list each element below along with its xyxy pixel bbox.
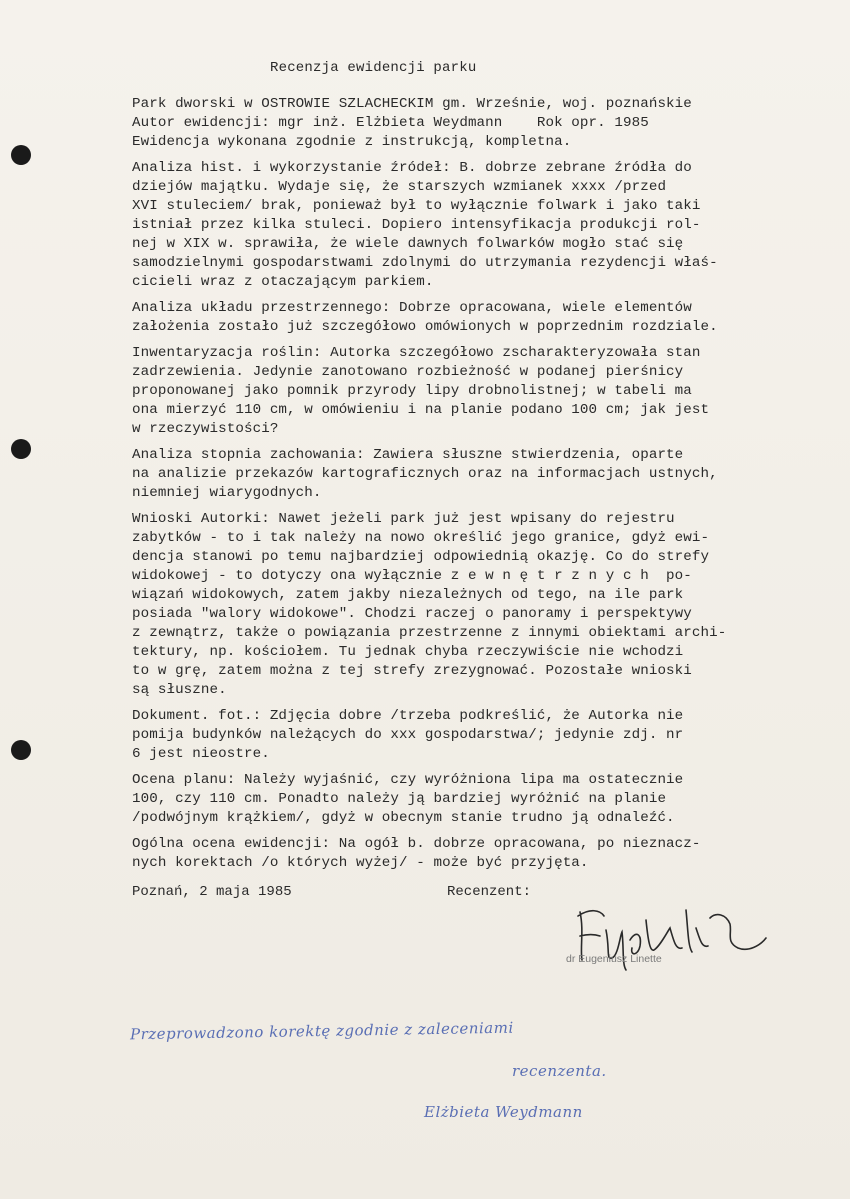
handwritten-note-line2: recenzenta. <box>512 1062 607 1080</box>
text-line: Analiza stopnia zachowania: Zawiera słuszne stwierdzenia, oparte <box>132 447 684 463</box>
text-line: są słuszne. <box>132 682 227 698</box>
text-line: Wnioski Autorki: Nawet jeżeli park już jest wpisany do rejestru <box>132 511 675 527</box>
date-line: Poznań, 2 maja 1985 <box>132 884 292 900</box>
paragraph-gap <box>132 439 850 446</box>
text-line: dencja stanowi po temu najbardziej odpowiednią okazję. Co do strefy <box>132 549 710 565</box>
text-line: cicieli wraz z otaczającym parkiem. <box>132 274 434 290</box>
punch-hole-middle <box>11 439 31 459</box>
author-signature: Elżbieta Weydmann <box>424 1103 583 1121</box>
paragraph-gap <box>132 700 850 707</box>
reviewer-label: Recenzent: <box>447 884 532 900</box>
reviewer-stamp: dr Eugeniusz Linette <box>566 953 662 965</box>
text-line: Analiza hist. i wykorzystanie źródeł: B. dobrze zebrane źródła do <box>132 160 692 176</box>
text-line: wiązań widokowych, zatem jakby niezależnych od tego, na ile park <box>132 587 684 603</box>
text-line: ona mierzyć 110 cm, w omówieniu i na planie podano 100 cm; jak jest <box>132 402 710 418</box>
text-line: Dokument. fot.: Zdjęcia dobre /trzeba podkreślić, że Autorka nie <box>132 708 684 724</box>
text-line: to w grę, zatem można z tej strefy zrezygnować. Pozostałe wnioski <box>132 663 692 679</box>
document-body <box>132 95 850 873</box>
text-line: założenia zostało już szczegółowo omówionych w poprzednim rozdziale. <box>132 319 718 335</box>
text-line: pomija budynków należących do xxx gospodarstwa/; jedynie zdj. nr <box>132 727 684 743</box>
text-line: 100, czy 110 cm. Ponadto należy ją bardziej wyróżnić na planie <box>132 791 667 807</box>
paragraph-gap <box>132 503 850 510</box>
text-line: Ogólna ocena ewidencji: Na ogół b. dobrze opracowana, po nieznacz- <box>132 836 701 852</box>
text-line: /podwójnym krążkiem/, gdyż w obecnym stanie trudno ją odnaleźć. <box>132 810 675 826</box>
text-line: Park dworski w OSTROWIE SZLACHECKIM gm. Wrześnie, woj. poznańskie <box>132 96 692 112</box>
text-line: Autor ewidencji: mgr inż. Elżbieta Weydmann Rok opr. 1985 <box>132 115 649 131</box>
text-line: nej w XIX w. sprawiła, że wiele dawnych folwarków mogło stać się <box>132 236 684 252</box>
punch-hole-top <box>11 145 31 165</box>
text-line: posiada "walory widokowe". Chodzi raczej o panoramy i perspektywy <box>132 606 692 622</box>
text-line: proponowanej jako pomnik przyrody lipy drobnolistnej; w tabeli ma <box>132 383 692 399</box>
text-line: z zewnątrz, także o powiązania przestrzenne z innymi obiektami archi- <box>132 625 727 641</box>
text-line: samodzielnymi gospodarstwami zdolnymi do utrzymania rezydencji właś- <box>132 255 718 271</box>
paragraph-gap <box>132 828 850 835</box>
text-line: dziejów majątku. Wydaje się, że starszych wzmianek xxxx /przed <box>132 179 667 195</box>
text-line: nych korektach /o których wyżej/ - może być przyjęta. <box>132 855 589 871</box>
text-line: 6 jest nieostre. <box>132 746 270 762</box>
text-line: zabytków - to i tak należy na nowo określić jego granice, gdyż ewi- <box>132 530 710 546</box>
paragraph-gap <box>132 764 850 771</box>
text-line: w rzeczywistości? <box>132 421 279 437</box>
text-line: Inwentaryzacja roślin: Autorka szczegółowo zscharakteryzowała stan <box>132 345 701 361</box>
text-line: Analiza układu przestrzennego: Dobrze opracowana, wiele elementów <box>132 300 692 316</box>
text-line: widokowej - to dotyczy ona wyłącznie z e w n ę t r z n y c h po- <box>132 568 692 584</box>
punch-hole-bottom <box>11 740 31 760</box>
handwritten-note-line1: Przeprowadzono korektę zgodnie z zaleceniami <box>129 1018 514 1044</box>
text-line: Ocena planu: Należy wyjaśnić, czy wyróżniona lipa ma ostatecznie <box>132 772 684 788</box>
text-line: tektury, np. kościołem. Tu jednak chyba rzeczywiście nie wchodzi <box>132 644 684 660</box>
text-line: istniał przez kilka stuleci. Dopiero intensyfikacja produkcji rol- <box>132 217 701 233</box>
paragraph-gap <box>132 152 850 159</box>
text-line: zadrzewienia. Jedynie zanotowano rozbieżność w podanej pierśnicy <box>132 364 684 380</box>
paragraph-gap <box>132 292 850 299</box>
text-line: niemniej wiarygodnych. <box>132 485 322 501</box>
text-line: XVI stuleciem/ brak, ponieważ był to wyłącznie folwark i jako taki <box>132 198 701 214</box>
document-title: Recenzja ewidencji parku <box>270 60 477 76</box>
paragraph-gap <box>132 337 850 344</box>
text-line: na analizie przekazów kartograficznych oraz na informacjach ustnych, <box>132 466 718 482</box>
text-line: Ewidencja wykonana zgodnie z instrukcją, kompletna. <box>132 134 572 150</box>
